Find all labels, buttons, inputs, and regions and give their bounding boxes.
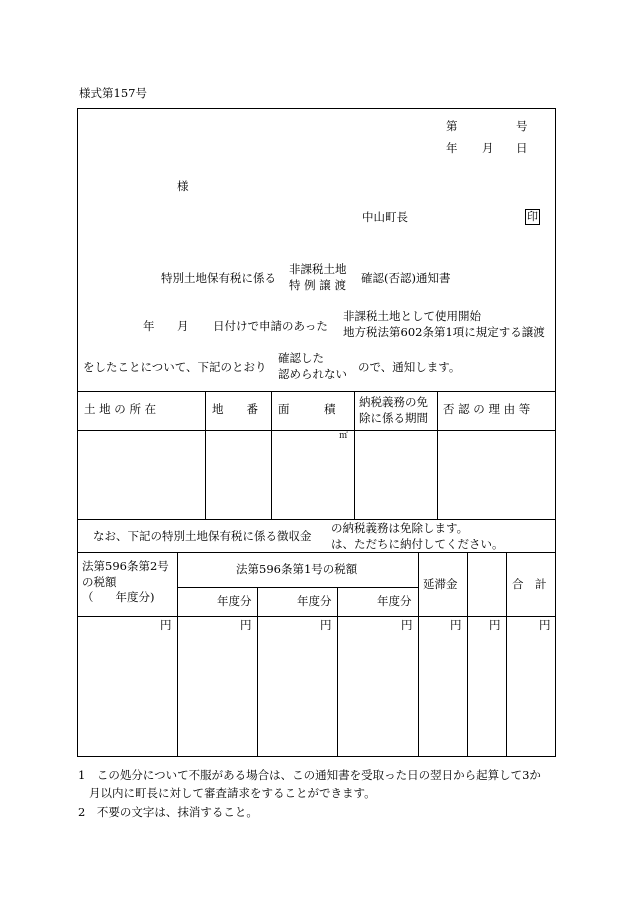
header-year-1: 年度分: [217, 594, 252, 608]
header-exemption: [359, 395, 428, 426]
title-prefix: 特別土地保有税に係る: [161, 271, 276, 285]
body-year: 年: [143, 319, 155, 333]
area-unit: ㎡: [339, 431, 349, 441]
note-text: なお、下記の特別土地保有税に係る徴収金: [93, 529, 312, 543]
yen-col7: 円: [539, 618, 551, 632]
outer-border-right: [555, 108, 556, 757]
note-option-stack: [331, 521, 504, 552]
header-year-3: 年度分: [377, 594, 412, 608]
table2-col-sep-3: [337, 587, 338, 757]
outer-border-left: [77, 108, 78, 757]
table2-col-sep-5: [467, 552, 468, 757]
header-art596-2: [82, 559, 169, 606]
form-number: 様式第157号: [79, 86, 147, 100]
body-line2-text: をしたことについて、下記のとおり: [83, 360, 267, 374]
outer-border-top: [77, 108, 556, 109]
table2-group-line: [177, 587, 418, 588]
footnote-1-cont: 月以内に町長に対して審査請求をすることができます。: [89, 786, 376, 800]
note-option-top: の納税義務は免除します。: [331, 521, 469, 535]
body-confirm-bottom: 認められない: [278, 366, 347, 381]
table2-top-line: [77, 552, 556, 553]
header-late-fee: 延滞金: [423, 577, 458, 591]
header-art596-1: 法第596条第1号の税額: [236, 562, 358, 576]
header-reason: 否 認 の 理 由 等: [443, 402, 531, 416]
table1-col-sep-4: [437, 391, 438, 520]
header-location: 土 地 の 所 在: [84, 402, 157, 416]
date-day: 日: [516, 141, 528, 155]
date-year: 年: [446, 141, 458, 155]
yen-col5: 円: [450, 618, 462, 632]
body-option-bottom: 地方税法第602条第1項に規定する譲渡: [343, 324, 545, 339]
date-month: 月: [482, 141, 494, 155]
title-stack-top: 非課税土地: [289, 262, 347, 276]
title-stack-bottom: 特 例 譲 渡: [289, 277, 346, 292]
header-year-2: 年度分: [297, 594, 332, 608]
body-notify-suffix: ので、通知します。: [358, 360, 461, 374]
footnote-2: 2 不要の文字は、抹消すること。: [78, 805, 258, 819]
body-month: 月: [177, 319, 189, 333]
header-total: 合 計: [512, 577, 547, 591]
header-chiban: 地 番: [212, 402, 258, 416]
table2-col-sep-6: [506, 552, 507, 757]
outer-border-bottom: [77, 756, 556, 757]
yen-col6: 円: [489, 618, 501, 632]
yen-col2: 円: [240, 618, 252, 632]
note-option-bottom: は、ただちに納付してください。: [331, 536, 504, 551]
addressee-sama: 様: [177, 179, 189, 193]
body-applied-text: 日付けで申請のあった: [213, 319, 328, 333]
yen-col1: 円: [160, 618, 172, 632]
table2-col-sep-2: [257, 587, 258, 757]
table1-bottom-line: [77, 519, 556, 520]
table1-col-sep-3: [354, 391, 355, 520]
table1-col-sep-2: [271, 391, 272, 520]
yen-col4: 円: [401, 618, 413, 632]
title-suffix: 確認(否認)通知書: [361, 271, 451, 285]
table2-col-sep-4: [418, 552, 419, 757]
mayor-name: 中山町長: [362, 210, 408, 224]
table1-header-line: [77, 430, 556, 431]
body-confirm-stack: [278, 351, 347, 382]
header-art596-2-line1: 法第596条第2号: [82, 559, 169, 573]
table1-col-sep-1: [205, 391, 206, 520]
number-dai: 第: [446, 119, 458, 133]
header-art596-2-line3: （ 年度分): [82, 590, 155, 605]
header-exemption-bottom: 除に係る期間: [359, 410, 428, 425]
table2-col-sep-1: [177, 552, 178, 757]
title-stack: [289, 262, 347, 293]
table1-top-line: [77, 391, 556, 392]
body-option-stack: [343, 309, 545, 340]
footnote-1: 1 この処分について不服がある場合は、この通知書を受取った日の翌日から起算して3か: [78, 768, 541, 782]
table2-header-line: [77, 616, 556, 617]
body-confirm-top: 確認した: [278, 351, 324, 365]
header-menseki: 面 積: [278, 402, 336, 416]
number-go: 号: [516, 119, 528, 133]
body-option-top: 非課税土地として使用開始: [343, 309, 481, 323]
yen-col3: 円: [320, 618, 332, 632]
header-art596-2-line2: の税額: [82, 574, 117, 589]
seal-mark: 印: [527, 210, 538, 223]
header-exemption-top: 納税義務の免: [359, 395, 428, 409]
